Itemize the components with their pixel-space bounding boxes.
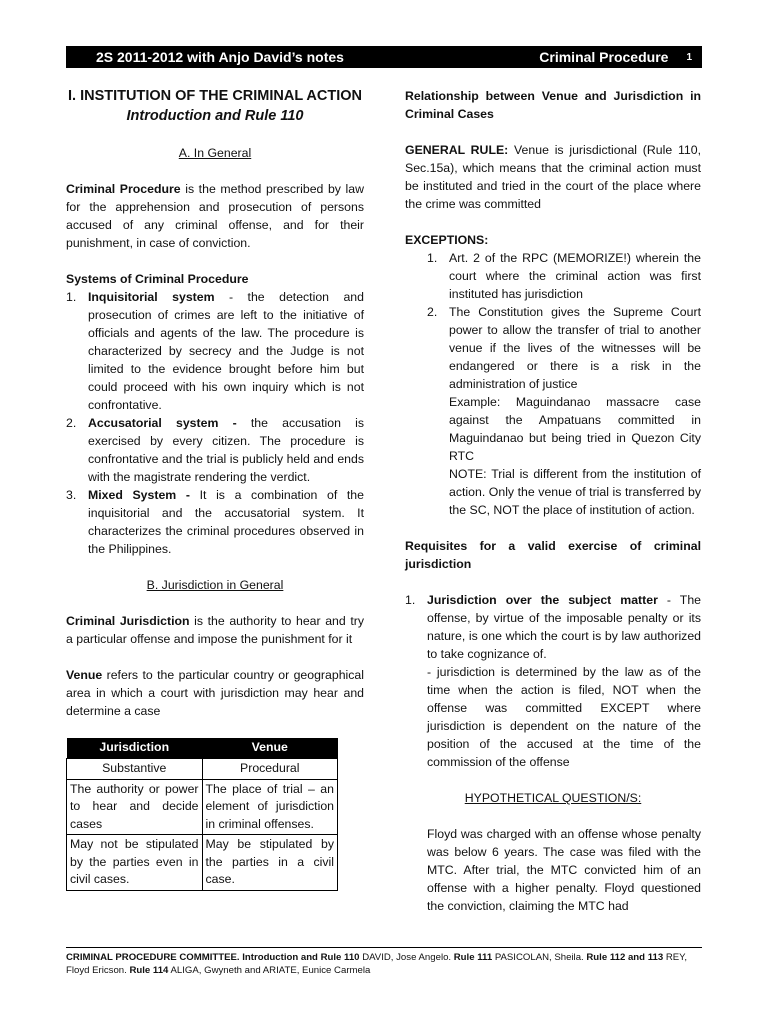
table-row [67, 759, 338, 780]
footer-names: ALIGA, Gwyneth and ARIATE, Eunice Carmela [168, 965, 371, 976]
header-course-notes: 2S 2011-2012 with Anjo David’s notes [96, 49, 344, 65]
table-cell: The place of trial – an element of jurisdiction in criminal offenses. [202, 779, 338, 835]
table-row [67, 835, 338, 891]
general-rule-label: GENERAL RULE: [405, 143, 509, 157]
exceptions-heading [405, 231, 701, 249]
item-text: Art. 2 of the RPC (MEMORIZE!) wherein the court where the criminal action was first instituted has jurisdiction [449, 251, 701, 301]
systems-list [66, 288, 364, 558]
list-item [405, 303, 701, 519]
requisites-heading-text: Requisites for a valid exercise of criminal jurisdiction [405, 539, 701, 571]
item-text: The Constitution gives the Supreme Court power to allow the transfer of trial to another venue if the lives of the witnesses will be endangered or there is a risk in the administration of justice [449, 305, 701, 391]
item-text: - The offense, by virtue of the imposable penalty or its nature, is one which the court is by law authorized to take cognizance of. [427, 593, 701, 661]
item-term: Jurisdiction over the subject matter [427, 593, 658, 607]
item-number: 1. [66, 290, 77, 304]
note-text: NOTE: Trial is different from the institution of action. Only the venue of trial is transferred by the SC, NOT the place of institution of action. [449, 467, 701, 517]
item-number: 1. [405, 593, 416, 607]
systems-heading [66, 270, 364, 288]
requisites-heading [405, 537, 701, 573]
section-a-heading: A. In General [178, 146, 252, 160]
criminal-jurisdiction-definition [66, 612, 364, 648]
section-b-heading: B. Jurisdiction in General [146, 578, 284, 592]
systems-heading-text: Systems of Criminal Procedure [66, 272, 249, 286]
chapter-title: I. INSTITUTION OF THE CRIMINAL ACTION [67, 88, 362, 104]
hypothetical-text: Floyd was charged with an offense whose penalty was below 6 years. The case was filed with the MTC. After trial, the MTC convicted him of an offense with a higher penalty. Floyd questioned the conviction, claiming the MTC had [427, 827, 701, 913]
definition-text: refers to the particular country or geographical area in which a court with jurisdiction may hear and determine a case [66, 668, 364, 718]
item-number: 2. [427, 305, 438, 319]
footer-names: PASICOLAN, Sheila. [492, 952, 584, 963]
footer-committee: CRIMINAL PROCEDURE COMMITTEE. [66, 952, 240, 963]
list-item [66, 486, 364, 558]
footer-names: DAVID, Jose Angelo. [359, 952, 452, 963]
item-term: Mixed System - [88, 488, 190, 502]
chapter-subtitle: Introduction and Rule 110 [126, 108, 304, 124]
right-column [405, 87, 701, 915]
term-criminal-procedure: Criminal Procedure [66, 182, 181, 196]
column-header-venue: Venue [202, 738, 338, 759]
term-venue: Venue [66, 668, 103, 682]
page-header [66, 46, 702, 68]
footer-divider [66, 947, 702, 948]
general-rule-text: Venue is jurisdictional (Rule 110, Sec.15a), which means that the criminal action must be instituted and tried in the court of the place where the crime was committed [405, 143, 701, 211]
item-number: 2. [66, 416, 77, 430]
footer-rule-label: Introduction and Rule 110 [242, 952, 360, 963]
table-cell: Procedural [202, 759, 338, 780]
column-header-jurisdiction: Jurisdiction [67, 738, 203, 759]
item-term: Accusatorial system - [88, 416, 237, 430]
definition-text: is the authority to hear and try a particular offense and impose the punishment for it [66, 614, 364, 646]
item-number: 3. [66, 488, 77, 502]
table-cell: The authority or power to hear and decide cases [67, 779, 203, 835]
list-item [405, 591, 701, 771]
left-column [66, 87, 364, 891]
exceptions-label: EXCEPTIONS: [405, 233, 489, 247]
page-footer [66, 951, 706, 977]
footer-rule-label: Rule 112 and 113 [586, 952, 664, 963]
item-term: Inquisitorial system [88, 290, 215, 304]
list-item [405, 249, 701, 303]
term-criminal-jurisdiction: Criminal Jurisdiction [66, 614, 190, 628]
footer-rule-label: Rule 114 [129, 965, 169, 976]
table-header-row [67, 738, 338, 759]
page-number: 1 [686, 51, 692, 63]
table-cell: May not be stipulated by the parties even in civil cases. [67, 835, 203, 891]
footer-rule-label: Rule 111 [453, 952, 493, 963]
relationship-heading [405, 87, 701, 123]
general-rule [405, 141, 701, 213]
table-cell: May be stipulated by the parties in a civil case. [202, 835, 338, 891]
criminal-procedure-definition [66, 180, 364, 252]
example-text: Example: Maguindanao massacre case against the Ampatuans committed in Maguindanao but being tried in Quezon City RTC [449, 395, 701, 463]
item-text: the accusation is exercised by every citizen. The procedure is confrontative and the trial is publicly held and ends with the magistrate rendering the verdict. [88, 416, 365, 484]
requisites-list [405, 591, 701, 771]
item-text: - the detection and prosecution of crimes are left to the initiative of officials and agents of the law. The procedure is characterized by secrecy and the Judge is not limited to the evidence brought before him but could proceed with his own inquiry which is not confrontative. [88, 290, 364, 412]
item-text: It is a combination of the inquisitorial and the accusatorial system. It characterizes the criminal procedures observed in the Philippines. [88, 488, 364, 556]
definition-text: is the method prescribed by law for the apprehension and prosecution of persons accused of any criminal offense, and for their punishment, in case of conviction. [66, 182, 364, 250]
table-row [67, 779, 338, 835]
relationship-heading-text: Relationship between Venue and Jurisdiction in Criminal Cases [405, 89, 701, 121]
hypothetical-heading: HYPOTHETICAL QUESTION/S: [464, 791, 642, 805]
list-item [66, 288, 364, 414]
item-subtext: - jurisdiction is determined by the law as of the time when the action is filed, NOT when the offense was committed EXCEPT where jurisdiction is dependent on the nature of the position of the accused at the time of the commission of the offense [427, 665, 701, 769]
footer-names: REY, Floyd Ericson. [66, 952, 687, 976]
list-item [66, 414, 364, 486]
jurisdiction-venue-table [66, 738, 338, 891]
header-subject: Criminal Procedure [539, 49, 669, 65]
venue-definition [66, 666, 364, 720]
table-cell: Substantive [67, 759, 203, 780]
exceptions-list [405, 249, 701, 519]
item-number: 1. [427, 251, 438, 265]
